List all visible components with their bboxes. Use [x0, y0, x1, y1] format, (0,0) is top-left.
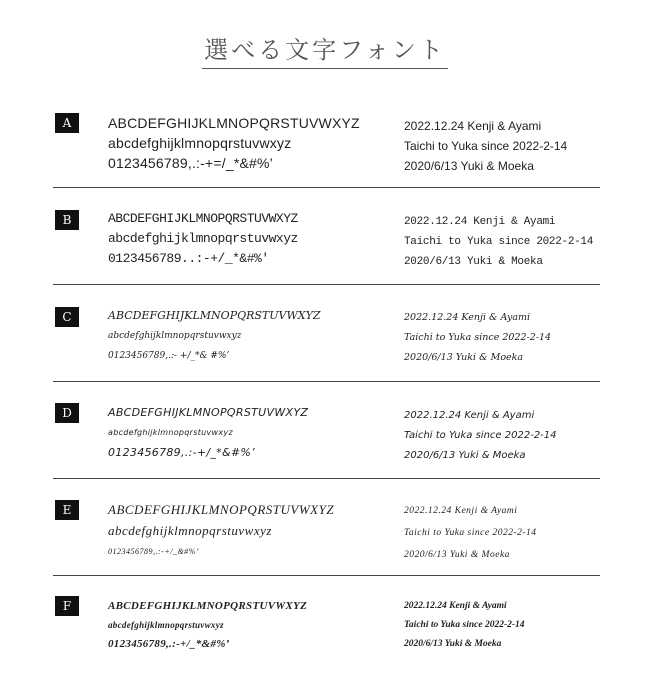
- font-row-a: [0, 107, 650, 203]
- sample-line: 2020/6/13 Yuki & Moeka: [404, 450, 526, 461]
- sample-text: [404, 308, 551, 368]
- sample-line: 2022.12.24 Kenji & Ayami: [404, 410, 535, 421]
- sample-text: [404, 406, 557, 466]
- sample-line: Taichi to Yuka since 2022-2-14: [404, 236, 594, 248]
- sample-line: 2022.12.24 Kenji & Ayami: [404, 216, 556, 228]
- uppercase-line: ABCDEFGHIJKLMNOPQRSTUVWXYZ: [108, 502, 335, 517]
- font-label-badge: F: [55, 596, 79, 616]
- divider: [53, 284, 600, 285]
- uppercase-line: ABCDEFGHIJKLMNOPQRSTUVWXYZ: [108, 115, 360, 131]
- sample-text: [404, 116, 567, 176]
- glyph-set: [108, 403, 308, 463]
- sample-line: 2020/6/13 Yuki & Moeka: [404, 256, 543, 268]
- divider: [53, 575, 600, 576]
- lowercase-line: abcdefghijklmnopqrstuvwxyz: [108, 620, 224, 630]
- digits-symbols-line: 0123456789,.:-+/_&#%’: [108, 547, 199, 556]
- font-label-badge: B: [55, 210, 79, 230]
- font-row-f: [0, 589, 650, 685]
- digits-symbols-line: 0123456789,.:- +/_*& #%’: [108, 351, 230, 361]
- lowercase-line: abcdefghijklmnopqrstuvwxyz: [108, 523, 272, 538]
- sample-line: 2020/6/13 Yuki & Moeka: [404, 352, 524, 363]
- sample-text: [404, 500, 537, 566]
- sample-text: [404, 597, 525, 654]
- divider: [53, 478, 600, 479]
- sample-line: Taichi to Yuka since 2022-2-14: [404, 139, 568, 153]
- sample-line: 2020/6/13 Yuki & Moeka: [404, 159, 534, 173]
- font-label-badge: D: [55, 403, 79, 423]
- uppercase-line: ABCDEFGHIJKLMNOPQRSTUVWXYZ: [108, 211, 298, 226]
- uppercase-line: ABCDEFGHIJKLMNOPQRSTUVWXYZ: [108, 600, 308, 612]
- sample-line: Taichi to Yuka since 2022-2-14: [404, 332, 552, 343]
- lowercase-line: abcdefghijklmnopqrstuvwxyz: [108, 231, 298, 246]
- sample-line: 2020/6/13 Yuki & Moeka: [404, 550, 510, 560]
- sample-line: Taichi to Yuka since 2022-2-14: [404, 430, 557, 441]
- lowercase-line: abcdefghijklmnopqrstuvwxyz: [108, 135, 292, 151]
- glyph-set: [108, 499, 334, 562]
- page-title: [0, 30, 650, 69]
- digits-symbols-line: 0123456789,.:-+/_*&#%’: [108, 638, 230, 650]
- glyph-set: [108, 597, 307, 654]
- digits-symbols-line: 0123456789,.:-+/_*&#%’: [108, 446, 255, 459]
- font-label-badge: A: [55, 113, 79, 133]
- sample-line: Taichi to Yuka since 2022-2-14: [404, 528, 537, 538]
- sample-line: 2022.12.24 Kenji & Ayami: [404, 601, 507, 611]
- sample-line: 2022.12.24 Kenji & Ayami: [404, 312, 531, 323]
- digits-symbols-line: 0123456789,.:-+=/_*&#%’: [108, 155, 273, 171]
- sample-line: Taichi to Yuka since 2022-2-14: [404, 620, 525, 630]
- glyph-set: [108, 209, 298, 269]
- font-row-e: [0, 495, 650, 591]
- uppercase-line: ABCDEFGHIJKLMNOPQRSTUVWXYZ: [108, 309, 321, 322]
- uppercase-line: ABCDEFGHIJKLMNOPQRSTUVWXYZ: [108, 406, 309, 419]
- sample-line: 2022.12.24 Kenji & Ayami: [404, 119, 542, 133]
- sample-line: 2022.12.24 Kenji & Ayami: [404, 506, 518, 516]
- digits-symbols-line: 0123456789..:-+/_*&#%': [108, 251, 269, 266]
- lowercase-line: abcdefghijklmnopqrstuvwxyz: [108, 331, 242, 341]
- font-label-badge: E: [55, 500, 79, 520]
- sample-line: 2020/6/13 Yuki & Moeka: [404, 639, 502, 649]
- glyph-set: [108, 306, 321, 366]
- glyph-set: [108, 113, 360, 173]
- lowercase-line: abcdefghijklmnopqrstuvwxyz: [108, 428, 233, 437]
- sample-text: [404, 212, 593, 272]
- page-title-text: 選べる文字フォント: [202, 30, 448, 69]
- divider: [53, 381, 600, 382]
- divider: [53, 187, 600, 188]
- font-label-badge: C: [55, 307, 79, 327]
